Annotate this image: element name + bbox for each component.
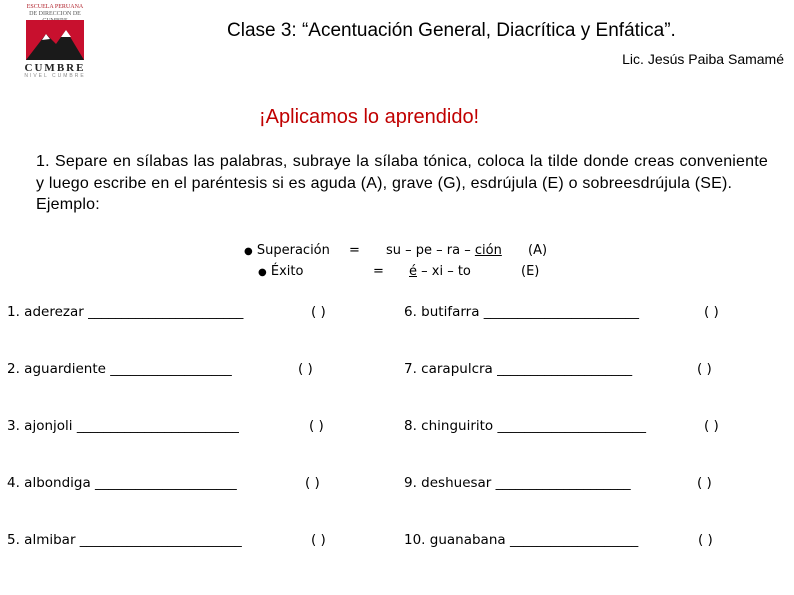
example-row-2 xyxy=(258,264,303,279)
answer-parenthesis[interactable]: ( ) xyxy=(309,418,324,434)
exercise-item[interactable]: 4. albondiga _____________________ xyxy=(7,475,237,491)
logo-slogan: NIVEL CUMBRE xyxy=(24,73,86,79)
example-equals: = xyxy=(349,243,360,258)
tonic-syllable: é xyxy=(409,264,417,279)
logo-line-2: DE DIRECCION DE xyxy=(29,11,81,17)
syllables-post: – xi – to xyxy=(417,264,471,279)
answer-parenthesis[interactable]: ( ) xyxy=(704,304,719,320)
answer-parenthesis[interactable]: ( ) xyxy=(697,475,712,491)
exercise-item[interactable]: 8. chinguirito ______________________ xyxy=(404,418,646,434)
answer-parenthesis[interactable]: ( ) xyxy=(698,532,713,548)
exercise-item[interactable]: 3. ajonjoli ________________________ xyxy=(7,418,239,434)
tonic-syllable: ción xyxy=(474,243,502,258)
example-type: (A) xyxy=(528,243,548,258)
answer-parenthesis[interactable]: ( ) xyxy=(704,418,719,434)
exercise-item[interactable]: 1. aderezar _______________________ xyxy=(7,304,244,320)
example-label: Ejemplo: xyxy=(36,196,100,213)
syllables-pre: su – pe – ra – xyxy=(386,243,475,258)
bullet-icon: ● xyxy=(258,267,267,278)
instructions-text: 1. Separe en sílabas las palabras, subraye la sílaba tónica, coloca la tilde donde creas conveniente y luego escribe en el paréntesis si es aguda (A), grave (G), esdrújula (E) o sobreesdrújula (SE). xyxy=(36,153,768,192)
logo-brand: CUMBRE xyxy=(24,62,86,74)
exercise-item[interactable]: 10. guanabana ___________________ xyxy=(404,532,639,548)
bullet-icon: ● xyxy=(244,246,253,257)
logo-line-1: ESCUELA PERUANA xyxy=(26,4,84,10)
exercise-item[interactable]: 2. aguardiente __________________ xyxy=(7,361,232,377)
example-word: Superación xyxy=(256,243,330,258)
answer-parenthesis[interactable]: ( ) xyxy=(311,532,326,548)
page-title: Clase 3: “Acentuación General, Diacrítica y Enfática”. xyxy=(227,20,676,41)
school-logo xyxy=(16,4,94,79)
example-syllables xyxy=(386,243,502,258)
instructions-block xyxy=(36,151,768,216)
answer-parenthesis[interactable]: ( ) xyxy=(305,475,320,491)
exercise-item[interactable]: 5. almibar ________________________ xyxy=(7,532,242,548)
example-equals: = xyxy=(373,264,384,279)
example-syllables xyxy=(409,264,471,279)
exercise-item[interactable]: 9. deshuesar ____________________ xyxy=(404,475,631,491)
answer-parenthesis[interactable]: ( ) xyxy=(298,361,313,377)
example-word: Éxito xyxy=(270,264,304,279)
example-type: (E) xyxy=(521,264,540,279)
section-heading: ¡Aplicamos lo aprendido! xyxy=(259,106,480,128)
example-row-1 xyxy=(244,243,330,258)
author-name: Lic. Jesús Paiba Samamé xyxy=(622,51,784,67)
mountain-emblem-icon xyxy=(16,18,94,62)
answer-parenthesis[interactable]: ( ) xyxy=(697,361,712,377)
answer-parenthesis[interactable]: ( ) xyxy=(311,304,326,320)
exercise-item[interactable]: 6. butifarra _______________________ xyxy=(404,304,640,320)
exercise-item[interactable]: 7. carapulcra ____________________ xyxy=(404,361,633,377)
